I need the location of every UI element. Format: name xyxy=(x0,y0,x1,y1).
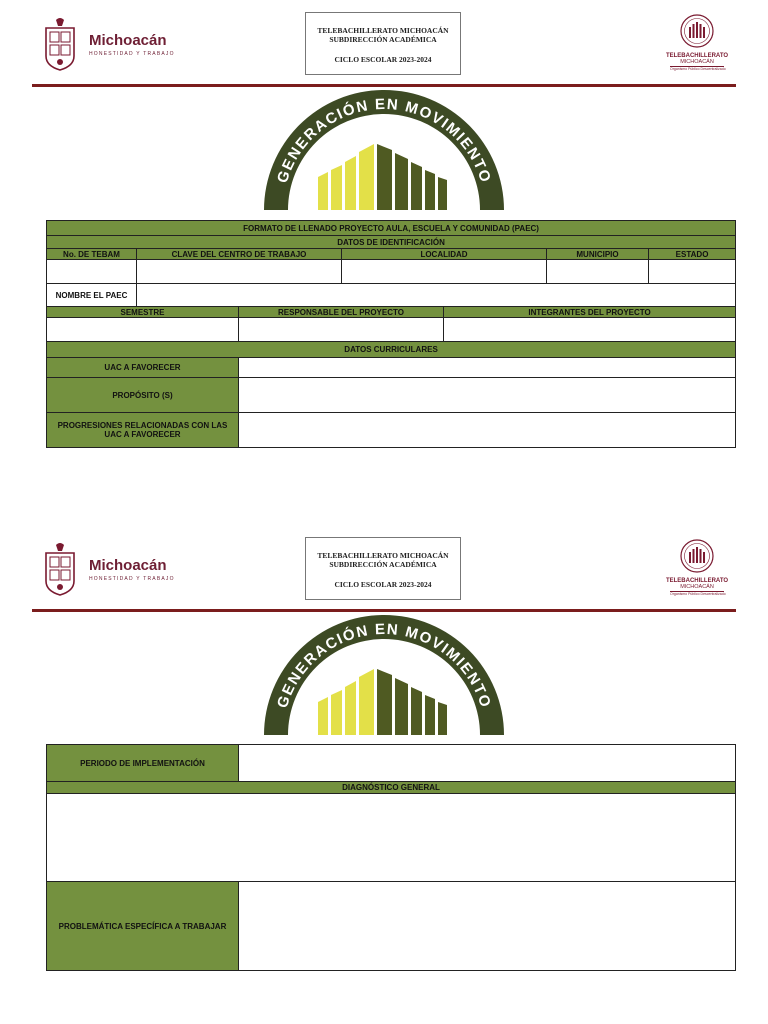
michoacan-crest-icon xyxy=(42,541,78,597)
form-title: FORMATO DE LLENADO PROYECTO AULA, ESCUELA Y COMUNIDAD (PAEC) xyxy=(47,221,736,236)
col-integrantes: INTEGRANTES DEL PROYECTO xyxy=(444,307,736,318)
institution-line-1: TELEBACHILLERATO MICHOACÁN xyxy=(317,551,449,560)
nombre-paec-field[interactable] xyxy=(137,284,736,307)
brand-name: Michoacán xyxy=(89,32,167,49)
integrantes-field[interactable] xyxy=(444,318,736,342)
header-divider xyxy=(32,609,736,612)
section-curriculares-header: DATOS CURRICULARES xyxy=(47,342,736,358)
brand-slogan: HONESTIDAD Y TRABAJO xyxy=(89,51,175,57)
col-estado: ESTADO xyxy=(649,249,736,260)
proposito-label: PROPÓSITO (S) xyxy=(47,378,239,413)
right-logo-title: TELEBACHILLERATO xyxy=(665,578,729,584)
proposito-field[interactable] xyxy=(239,378,736,413)
uac-field[interactable] xyxy=(239,358,736,378)
problematica-label: PROBLEMÁTICA ESPECÍFICA A TRABAJAR xyxy=(47,882,239,971)
estado-field[interactable] xyxy=(649,260,736,284)
brand-name: Michoacán xyxy=(89,557,167,574)
telebachillerato-seal-icon xyxy=(677,14,717,48)
michoacan-logo xyxy=(42,16,175,72)
emblem-text: GENERACIÓN EN MOVIMIENTO xyxy=(273,620,495,711)
no-tebam-field[interactable] xyxy=(47,260,137,284)
right-logo-tagline: Organismo Público Descentralizado xyxy=(670,592,726,596)
institution-line-2: SUBDIRECCIÓN ACADÉMICA xyxy=(329,35,437,44)
emblem-text: GENERACIÓN EN MOVIMIENTO xyxy=(273,95,495,186)
col-responsable: RESPONSABLE DEL PROYECTO xyxy=(239,307,444,318)
page-1 xyxy=(0,0,768,490)
col-clave-centro: CLAVE DEL CENTRO DE TRABAJO xyxy=(137,249,342,260)
diagnostico-header: DIAGNÓSTICO GENERAL xyxy=(47,782,736,794)
col-semestre: SEMESTRE xyxy=(47,307,239,318)
michoacan-logo xyxy=(42,541,175,597)
telebachillerato-logo xyxy=(662,539,732,601)
generacion-en-movimiento-emblem xyxy=(258,613,510,737)
telebachillerato-seal-icon xyxy=(677,539,717,573)
section-identification-header: DATOS DE IDENTIFICACIÓN xyxy=(47,236,736,249)
nombre-paec-label: NOMBRE EL PAEC xyxy=(47,284,137,307)
municipio-field[interactable] xyxy=(547,260,649,284)
progresiones-field[interactable] xyxy=(239,413,736,448)
responsable-field[interactable] xyxy=(239,318,444,342)
diagnostico-field[interactable] xyxy=(47,794,736,882)
telebachillerato-logo xyxy=(662,14,732,76)
col-localidad: LOCALIDAD xyxy=(342,249,547,260)
problematica-field[interactable] xyxy=(239,882,736,971)
col-no-tebam: No. DE TEBAM xyxy=(47,249,137,260)
michoacan-crest-icon xyxy=(42,16,78,72)
institution-header-box xyxy=(305,12,461,75)
paec-form-table-2 xyxy=(46,744,736,971)
clave-centro-field[interactable] xyxy=(137,260,342,284)
institution-line-1: TELEBACHILLERATO MICHOACÁN xyxy=(317,26,449,35)
uac-label: UAC A FAVORECER xyxy=(47,358,239,378)
right-logo-subtitle: MICHOACÁN xyxy=(680,584,714,590)
periodo-field[interactable] xyxy=(239,745,736,782)
school-year: CICLO ESCOLAR 2023-2024 xyxy=(334,55,432,64)
semestre-field[interactable] xyxy=(47,318,239,342)
paec-form-table xyxy=(46,220,736,448)
generacion-en-movimiento-emblem xyxy=(258,88,510,212)
col-municipio: MUNICIPIO xyxy=(547,249,649,260)
right-logo-subtitle: MICHOACÁN xyxy=(680,59,714,65)
right-logo-title: TELEBACHILLERATO xyxy=(665,53,729,59)
header-divider xyxy=(32,84,736,87)
progresiones-label: PROGRESIONES RELACIONADAS CON LAS UAC A FAVORECER xyxy=(47,413,239,448)
school-year: CICLO ESCOLAR 2023-2024 xyxy=(334,580,432,589)
right-logo-tagline: Organismo Público Descentralizado xyxy=(670,67,726,71)
institution-header-box xyxy=(305,537,461,600)
periodo-label: PERIODO DE IMPLEMENTACIÓN xyxy=(47,745,239,782)
localidad-field[interactable] xyxy=(342,260,547,284)
institution-line-2: SUBDIRECCIÓN ACADÉMICA xyxy=(329,560,437,569)
brand-slogan: HONESTIDAD Y TRABAJO xyxy=(89,576,175,582)
